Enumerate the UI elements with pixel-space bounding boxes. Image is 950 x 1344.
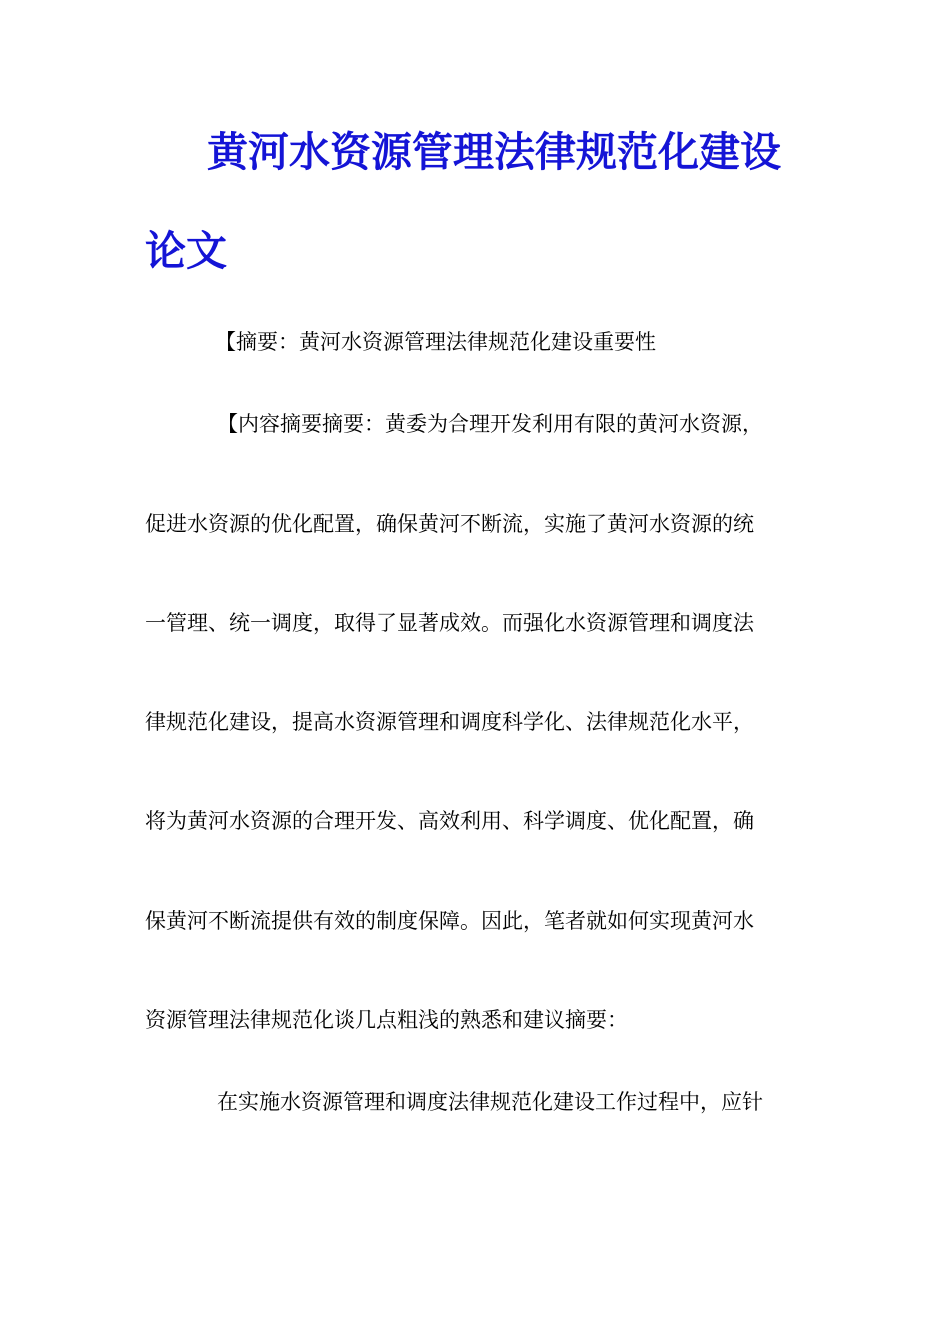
abstract-line: 【内容摘要摘要：黄委为合理开发利用有限的黄河水资源， <box>217 412 763 436</box>
abstract-line: 一管理、统一调度，取得了显著成效。而强化水资源管理和调度法 <box>145 611 754 635</box>
abstract-line: 律规范化建设，提高水资源管理和调度科学化、法律规范化水平， <box>145 710 754 734</box>
abstract-line: 将为黄河水资源的合理开发、高效利用、科学调度、优化配置，确 <box>145 809 754 833</box>
document-title-line-2: 论文 <box>145 227 227 275</box>
abstract-line: 促进水资源的优化配置，确保黄河不断流，实施了黄河水资源的统 <box>145 512 754 536</box>
abstract-line: 保黄河不断流提供有效的制度保障。因此，笔者就如何实现黄河水 <box>145 909 754 933</box>
document-title-line-1: 黄河水资源管理法律规范化建设 <box>207 128 781 176</box>
abstract-line: 资源管理法律规范化谈几点粗浅的熟悉和建议摘要： <box>145 1008 628 1032</box>
body-paragraph-line: 在实施水资源管理和调度法律规范化建设工作过程中，应针 <box>217 1090 763 1114</box>
keywords-line: 【摘要：黄河水资源管理法律规范化建设重要性 <box>215 330 656 354</box>
